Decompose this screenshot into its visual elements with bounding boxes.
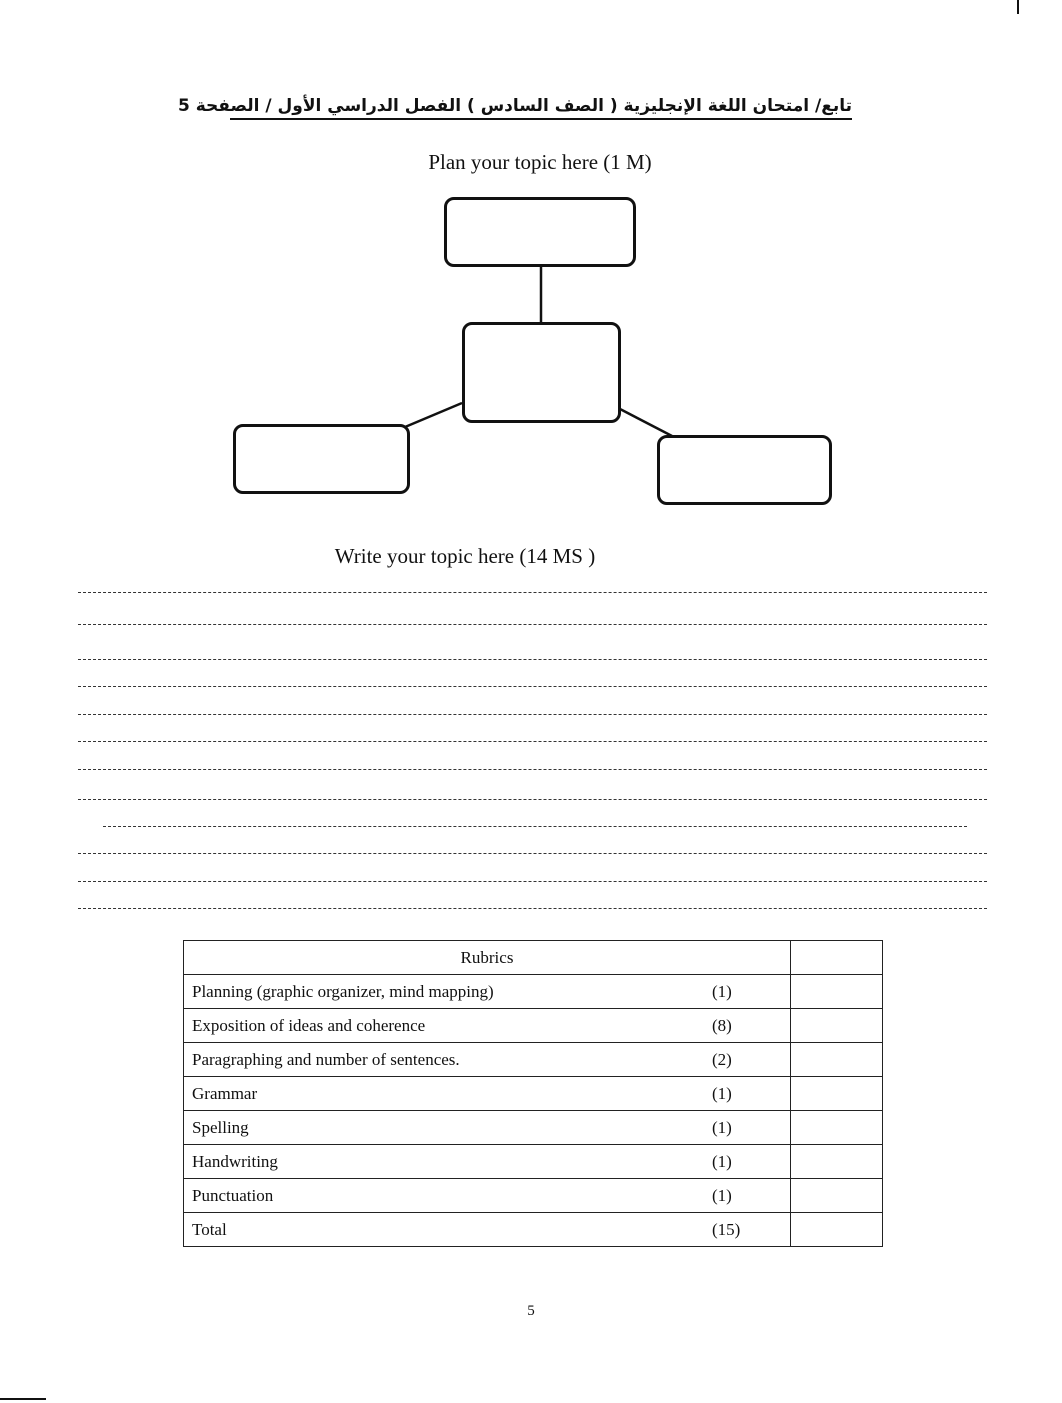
organizer-top-box[interactable] [444, 197, 636, 267]
score-cell[interactable] [791, 975, 883, 1009]
table-row [184, 975, 883, 1009]
scan-margin-mark [0, 1398, 46, 1400]
criterion-points: (8) [712, 1015, 732, 1035]
writing-line[interactable] [78, 853, 987, 854]
score-cell[interactable] [791, 1213, 883, 1247]
score-cell[interactable] [791, 1077, 883, 1111]
plan-heading: Plan your topic here (1 M) [428, 150, 652, 174]
criterion-label: Handwriting [192, 1151, 278, 1171]
table-row [184, 1145, 883, 1179]
writing-line[interactable] [78, 659, 987, 660]
criterion-points: (2) [712, 1049, 732, 1069]
criterion-label: Total [192, 1219, 227, 1239]
criterion-label: Grammar [192, 1083, 258, 1103]
writing-line[interactable] [78, 714, 987, 715]
writing-line[interactable] [103, 826, 967, 827]
organizer-left-box[interactable] [233, 424, 410, 494]
score-cell[interactable] [791, 1009, 883, 1043]
table-row [184, 1111, 883, 1145]
organizer-right-box[interactable] [657, 435, 832, 505]
criterion-label: Planning (graphic organizer, mind mapping) [192, 981, 494, 1001]
writing-line[interactable] [78, 881, 987, 882]
exam-header: تابع/ امتحان اللغة الإنجليزية ( الصف السادس ) الفصل الدراسي الأول / الصفحة 5 [230, 96, 852, 120]
criterion-points: (1) [712, 1117, 732, 1137]
writing-line[interactable] [78, 741, 987, 742]
score-cell[interactable] [791, 1111, 883, 1145]
criterion-points: (15) [712, 1219, 741, 1239]
page-number: 5 [527, 1303, 535, 1319]
table-row [184, 1077, 883, 1111]
criterion-label: Punctuation [192, 1185, 274, 1205]
table-row [184, 1213, 883, 1247]
score-cell[interactable] [791, 941, 883, 975]
writing-line[interactable] [78, 908, 987, 909]
organizer-connectors [0, 0, 1020, 560]
criterion-points: (1) [712, 1151, 732, 1171]
criterion-points: (1) [712, 1083, 732, 1103]
writing-line[interactable] [78, 686, 987, 687]
writing-line[interactable] [78, 592, 987, 593]
write-heading: Write your topic here (14 MS ) [334, 544, 596, 568]
criterion-points: (1) [712, 1185, 732, 1205]
table-row [184, 941, 883, 975]
criterion-label: Exposition of ideas and coherence [192, 1015, 426, 1035]
writing-line[interactable] [78, 769, 987, 770]
writing-line[interactable] [78, 799, 987, 800]
scan-corner-mark [1017, 0, 1019, 14]
score-cell[interactable] [791, 1043, 883, 1077]
organizer-center-box[interactable] [462, 322, 621, 423]
score-cell[interactable] [791, 1145, 883, 1179]
table-row [184, 1009, 883, 1043]
table-row [184, 1179, 883, 1213]
criterion-points: (1) [712, 981, 732, 1001]
criterion-label: Spelling [192, 1117, 249, 1137]
rubrics-table [183, 940, 883, 1247]
writing-line[interactable] [78, 624, 987, 625]
criterion-label: Paragraphing and number of sentences. [192, 1049, 460, 1069]
table-row [184, 1043, 883, 1077]
score-cell[interactable] [791, 1179, 883, 1213]
rubrics-title: Rubrics [184, 941, 791, 975]
